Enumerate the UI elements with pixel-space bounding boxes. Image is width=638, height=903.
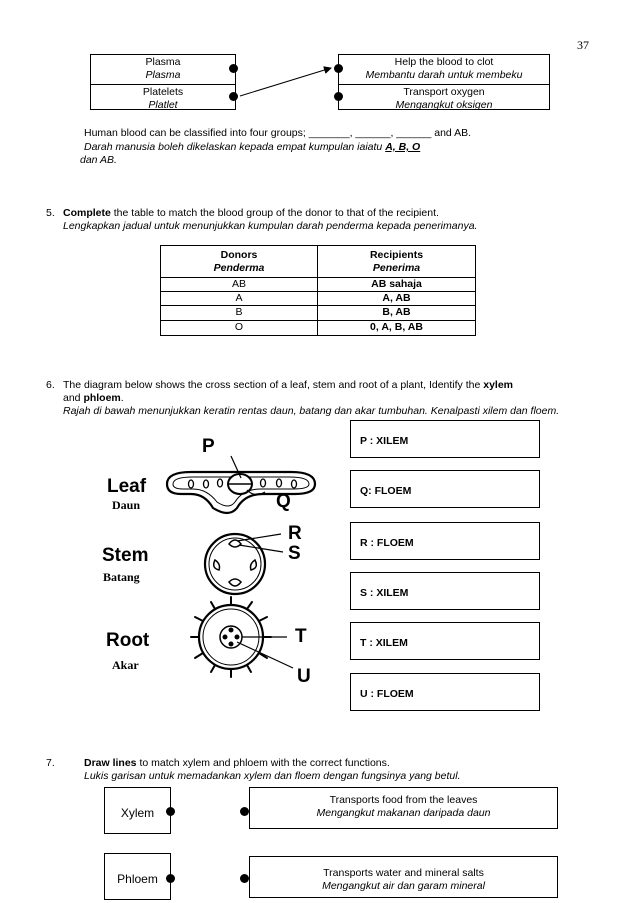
answer-s: S : XILEM [350, 572, 540, 610]
blood-groups-answer: A, B, O [385, 141, 421, 153]
blood-groups-ms-suffix: dan AB. [80, 154, 117, 166]
food-function-dot[interactable] [240, 807, 249, 816]
answer-q: Q: FLOEM [350, 470, 540, 508]
donors-header: Donors Penderma [160, 245, 318, 278]
answer-t: T : XILEM [350, 622, 540, 660]
label-u: U [297, 666, 311, 687]
q7-number: 7. [46, 757, 55, 769]
water-function-en: Transports water and mineral salts [323, 867, 484, 879]
phloem-dot[interactable] [166, 874, 175, 883]
answer-u: U : FLOEM [350, 673, 540, 711]
donor-b: B [160, 305, 318, 321]
blood-groups-en: Human blood can be classified into four groups; _______, ______, ______ and AB. [84, 127, 472, 139]
q7-instruction-en: Draw lines to match xylem and phloem with the correct functions. [84, 757, 390, 769]
recipients-header: Recipients Penerima [317, 245, 476, 278]
q6-instruction-ms: Rajah di bawah menunjukkan keratin rentas daun, batang dan akar tumbuhan. Kenalpasti xilem dan floem. [63, 405, 560, 417]
food-function-box [249, 787, 558, 829]
q7-instruction-ms: Lukis garisan untuk memadankan xylem dan floem dengan fungsinya yang betul. [84, 770, 461, 782]
q6-instruction-en-2: and phloem. [63, 392, 124, 404]
plasma-label-ms: Plasma [145, 69, 181, 81]
label-q: Q [276, 491, 291, 512]
donor-a: A [160, 291, 318, 306]
oxygen-function: Transport oxygen [403, 86, 485, 98]
recipient-o: 0, A, B, AB [317, 320, 476, 336]
q5-instruction-ms: Lengkapkan jadual untuk menunjukkan kumpulan darah penderma kepada penerimanya. [63, 220, 478, 232]
stem-label-ms: Batang [103, 570, 140, 584]
leaf-label-ms: Daun [112, 498, 141, 512]
xylem-box: Xylem [104, 787, 171, 834]
recipient-b: B, AB [317, 305, 476, 321]
water-function-ms: Mengangkut air dan garam mineral [322, 880, 485, 892]
q6-instruction-en: The diagram below shows the cross section of a leaf, stem and root of a plant, Identify the xylem [63, 379, 514, 391]
platelets-label-ms: Platlet [148, 99, 178, 111]
phloem-box: Phloem [104, 853, 171, 900]
blood-groups-ms: Darah manusia boleh dikelaskan kepada empat kumpulan iaiatu A, B, O [84, 141, 421, 153]
root-label: Root [106, 630, 150, 651]
food-function-ms: Mengangkut makanan daripada daun [316, 807, 491, 819]
donor-ab: AB [160, 277, 318, 292]
q5-instruction-en: Complete the table to match the blood group of the donor to that of the recipient. [63, 207, 439, 219]
stem-label: Stem [102, 545, 149, 566]
q6-number: 6. [46, 379, 55, 391]
water-function-dot[interactable] [240, 874, 249, 883]
q5-number: 5. [46, 207, 55, 219]
root-label-ms: Akar [112, 658, 139, 672]
xylem-dot[interactable] [166, 807, 175, 816]
label-r: R [288, 523, 302, 544]
label-p: P [202, 436, 215, 457]
clot-function-ms: Membantu darah untuk membeku [365, 69, 523, 81]
oxygen-function-ms: Mengangkut oksigen [395, 99, 493, 111]
clot-function: Help the blood to clot [394, 56, 494, 68]
food-function-en: Transports food from the leaves [329, 794, 478, 806]
platelets-label: Platelets [142, 86, 184, 98]
label-t: T [295, 626, 307, 647]
label-s: S [288, 543, 301, 564]
donor-o: O [160, 320, 318, 336]
recipient-a: A, AB [317, 291, 476, 306]
leaf-label: Leaf [107, 476, 147, 497]
plasma-label: Plasma [145, 56, 181, 68]
answer-p: P : XILEM [350, 420, 540, 458]
answer-r: R : FLOEM [350, 522, 540, 560]
page-number: 37 [577, 38, 589, 52]
water-function-box [249, 856, 558, 898]
recipient-ab: AB sahaja [317, 277, 476, 292]
